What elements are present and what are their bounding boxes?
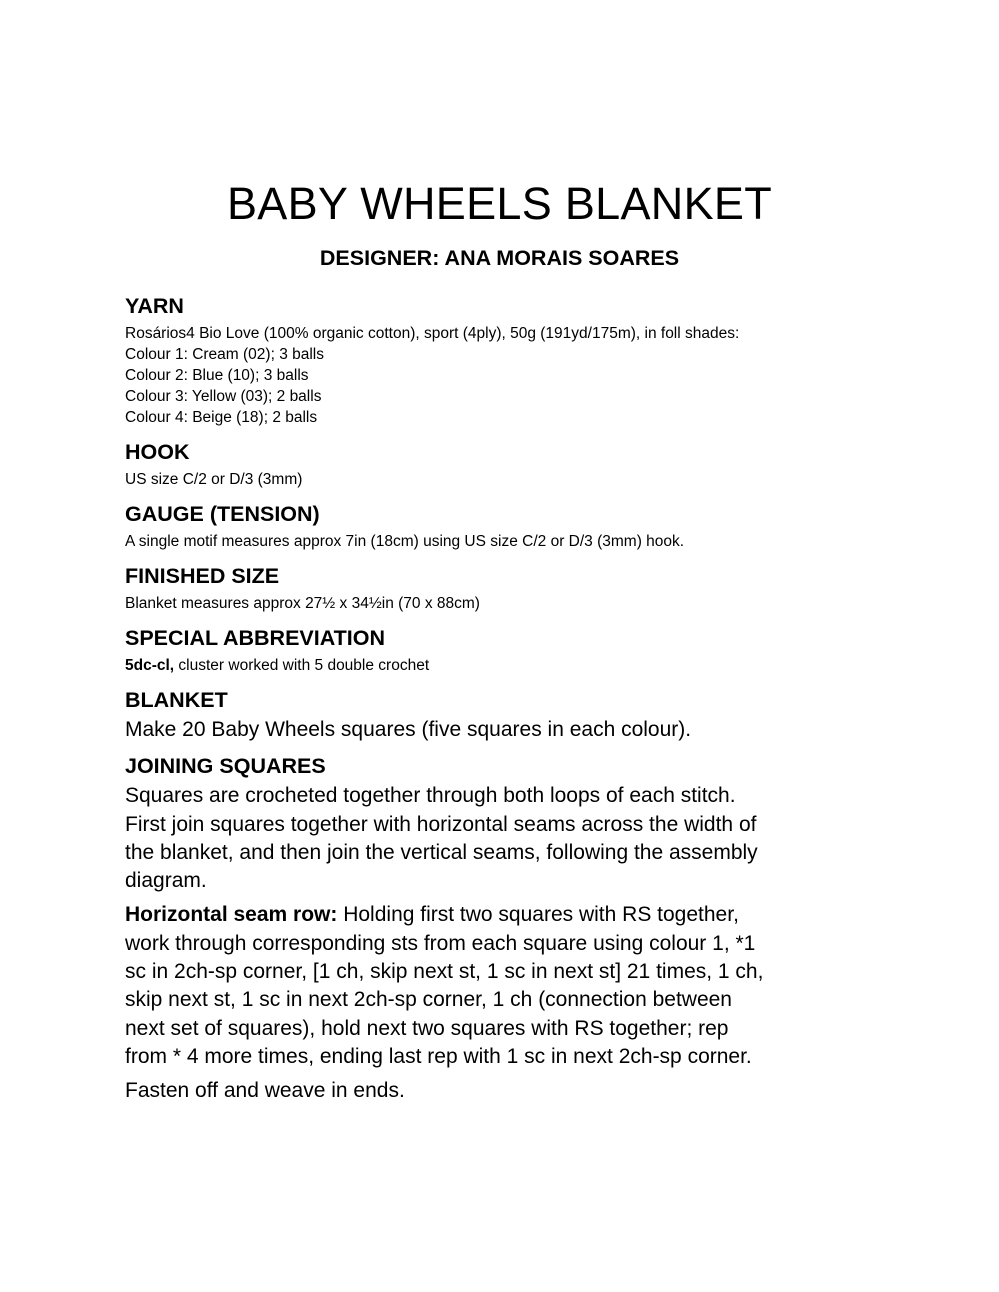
- yarn-details: [125, 323, 885, 428]
- joining-line: the blanket, and then join the vertical seams, following the assembly: [125, 840, 758, 864]
- blanket-text: Make 20 Baby Wheels squares (five squares in each colour).: [125, 718, 692, 741]
- joining-line: diagram.: [125, 869, 207, 893]
- yarn-colour-4: Colour 4: Beige (18); 2 balls: [125, 409, 318, 426]
- yarn-colour-2: Colour 2: Blue (10); 3 balls: [125, 367, 309, 384]
- seam-line: sc in 2ch-sp corner, [1 ch, skip next st, 1 sc in next st] 21 times, 1 ch,: [125, 960, 764, 984]
- seam-line: work through corresponding sts from each square using colour 1, *1: [125, 931, 756, 955]
- abbreviation-definition: cluster worked with 5 double crochet: [174, 657, 430, 674]
- seam-line: from * 4 more times, ending last rep with 1 sc in next 2ch-sp corner.: [125, 1044, 752, 1068]
- pattern-content: [125, 292, 885, 1106]
- special-abbreviation-heading: SPECIAL ABBREVIATION: [125, 626, 386, 650]
- joining-heading: JOINING SQUARES: [125, 754, 326, 779]
- special-abbreviation-text: [125, 655, 885, 676]
- abbreviation-term: 5dc-cl,: [125, 657, 175, 674]
- horizontal-seam-instructions: [125, 901, 885, 1071]
- joining-line: Squares are crocheted together through both loops of each stitch.: [125, 784, 736, 808]
- seam-line-text: Holding first two squares with RS together,: [337, 903, 739, 927]
- blanket-heading: BLANKET: [125, 688, 228, 712]
- gauge-text: A single motif measures approx 7in (18cm) using US size C/2 or D/3 (3mm) hook.: [125, 533, 685, 550]
- seam-line: [125, 901, 885, 929]
- seam-label: Horizontal seam row:: [125, 903, 338, 927]
- joining-line: First join squares together with horizontal seams across the width of: [125, 812, 757, 836]
- finished-size-text: Blanket measures approx 27½ x 34½in (70 x 88cm): [125, 595, 480, 612]
- hook-text: US size C/2 or D/3 (3mm): [125, 471, 303, 488]
- fasten-off-text: Fasten off and weave in ends.: [125, 1079, 405, 1103]
- seam-line: skip next st, 1 sc in next 2ch-sp corner, 1 ch (connection between: [125, 988, 732, 1012]
- yarn-line: Rosários4 Bio Love (100% organic cotton), sport (4ply), 50g (191yd/175m), in foll shades:: [125, 325, 740, 342]
- designer-credit: DESIGNER: ANA MORAIS SOARES: [319, 246, 680, 270]
- seam-line: next set of squares), hold next two squares with RS together; rep: [125, 1016, 729, 1040]
- hook-heading: HOOK: [125, 440, 190, 464]
- yarn-heading: YARN: [125, 294, 184, 318]
- yarn-colour-3: Colour 3: Yellow (03); 2 balls: [125, 388, 322, 405]
- finished-size-heading: FINISHED SIZE: [125, 564, 280, 588]
- yarn-colour-1: Colour 1: Cream (02); 3 balls: [125, 346, 324, 363]
- joining-intro: [125, 782, 885, 895]
- page-title: BABY WHEELS BLANKET: [226, 178, 773, 229]
- gauge-heading: GAUGE (TENSION): [125, 502, 320, 526]
